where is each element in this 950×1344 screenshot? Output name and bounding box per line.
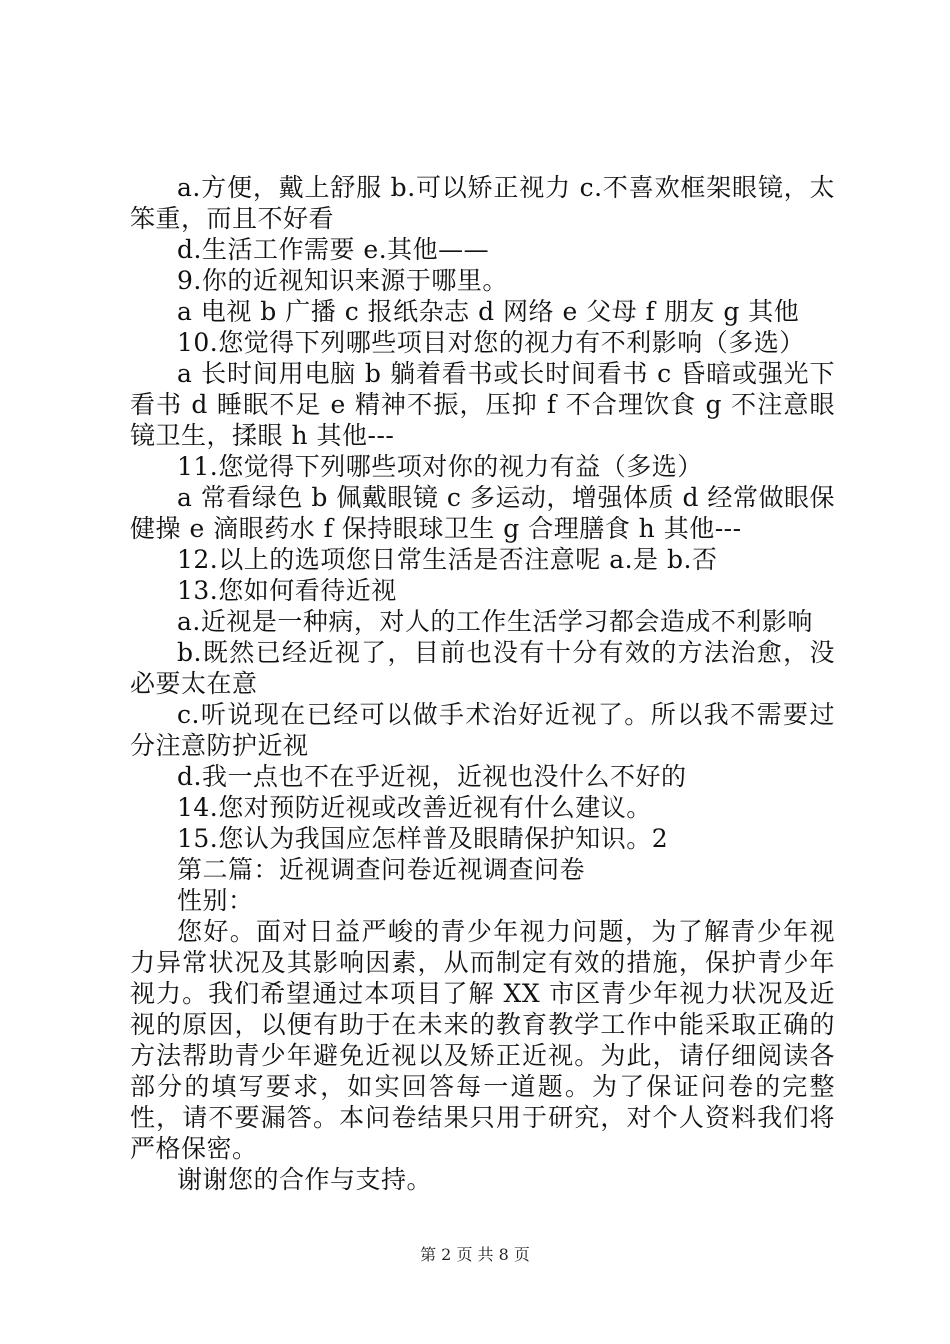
intro-paragraph: 您好。面对日益严峻的青少年视力问题，为了解青少年视力异常状况及其影响因素，从而制定有效的措施，保护青少年视力。我们希望通过本项目了解 XX 市区青少年视力状况及近视的原因，以便有助于在未来的教育教学工作中能采取正确的方法帮助青少年避免近视以及矫正近视。为此，请仔细阅读各部分的填写要求，如实回答每一道题。为了保证问卷的完整性，请不要漏答。本问卷结果只用于研究，对个人资料我们将严格保密。 xyxy=(130,917,835,1163)
thanks-line: 谢谢您的合作与支持。 xyxy=(177,1165,433,1194)
option-line: d.我一点也不在乎近视，近视也没什么不好的 xyxy=(177,762,687,791)
option-line: a 电视 b 广播 c 报纸杂志 d 网络 e 父母 f 朋友 g 其他 xyxy=(177,297,800,326)
question-line: 9.你的近视知识来源于哪里。 xyxy=(177,266,508,295)
document-body xyxy=(130,172,835,1195)
question-line: 11.您觉得下列哪些项对你的视力有益（多选） xyxy=(177,452,703,481)
question-line: 14.您对预防近视或改善近视有什么建议。 xyxy=(177,793,652,822)
page-footer: 第 2 页 共 8 页 xyxy=(420,1245,530,1264)
question-line: 15.您认为我国应怎样普及眼睛保护知识。2 xyxy=(177,824,669,853)
question-line: 10.您觉得下列哪些项目对您的视力有不利影响（多选） xyxy=(177,328,805,357)
option-line: a 长时间用电脑 b 躺着看书或长时间看书 c 昏暗或强光下看书 d 睡眠不足 e 精神不振，压抑 f 不合理饮食 g 不注意眼镜卫生，揉眼 h 其他--- xyxy=(130,359,835,450)
option-line: d.生活工作需要 e.其他—— xyxy=(177,235,490,264)
option-line: c.听说现在已经可以做手术治好近视了。所以我不需要过分注意防护近视 xyxy=(130,700,835,760)
question-line: 12.以上的选项您日常生活是否注意呢 a.是 b.否 xyxy=(177,545,718,574)
option-line: a.近视是一种病，对人的工作生活学习都会造成不利影响 xyxy=(177,607,813,636)
question-line: 13.您如何看待近视 xyxy=(177,576,397,605)
option-line: a 常看绿色 b 佩戴眼镜 c 多运动，增强体质 d 经常做眼保健操 e 滴眼药水 f 保持眼球卫生 g 合理膳食 h 其他--- xyxy=(130,483,835,543)
option-line: b.既然已经近视了，目前也没有十分有效的方法治愈，没必要太在意 xyxy=(130,638,835,698)
gender-field-label: 性别： xyxy=(177,886,254,915)
section-heading: 第二篇：近视调查问卷近视调查问卷 xyxy=(177,855,586,884)
option-line: a.方便，戴上舒服 b.可以矫正视力 c.不喜欢框架眼镜，太笨重，而且不好看 xyxy=(130,173,835,233)
